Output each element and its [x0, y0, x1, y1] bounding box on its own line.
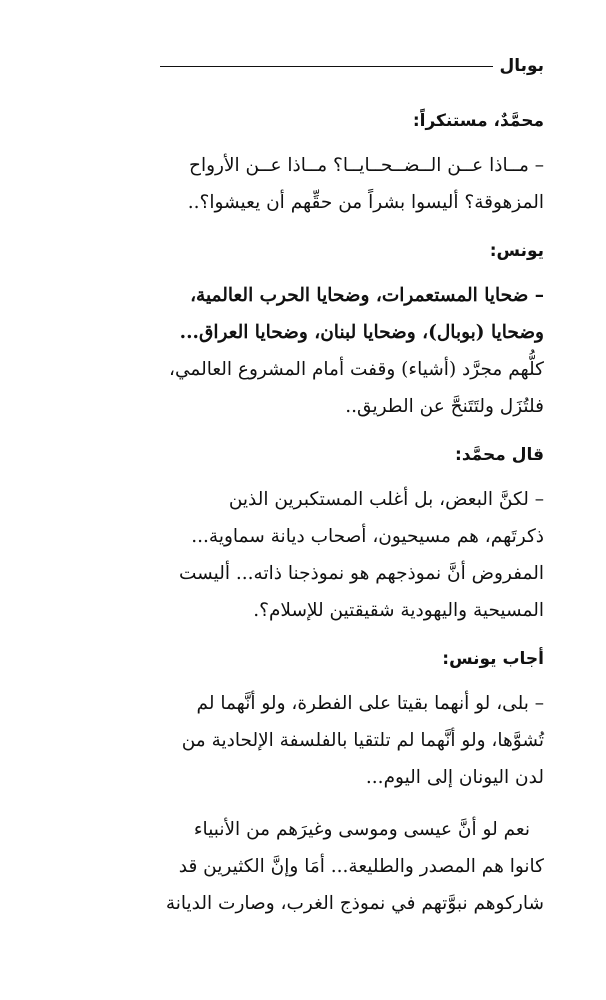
speaker-label: أجاب يونس:	[442, 649, 544, 669]
text-line: – لكنَّ البعض، بل أغلب المستكبرين الذين	[228, 489, 544, 510]
text-line: كانوا هم المصدر والطليعة... أمَا وإنَّ الكثيرين قد	[178, 856, 544, 877]
page-body	[62, 106, 544, 922]
text-line: لدن اليونان إلى اليوم...	[365, 767, 544, 788]
text-line: – ضحايا المستعمرات، وضحايا الحرب العالمية،	[190, 285, 544, 306]
text-line: شاركوهم نبوَّتهم في نموذج الغرب، وصارت الديانة	[165, 893, 544, 914]
dialogue-paragraph	[62, 277, 544, 425]
header-rule	[160, 66, 493, 67]
running-header-title: بوبال	[499, 56, 544, 76]
dialogue-paragraph	[62, 685, 544, 796]
speaker-label: يونس:	[489, 241, 544, 261]
text-line: المسيحية واليهودية شقيقتين للإسلام؟.	[253, 600, 544, 621]
text-line: المزهوقة؟ أليسوا بشراً من حقِّهم أن يعيشوا؟..	[187, 192, 544, 213]
text-line: فلتُزَل ولتَتَنحَّ عن الطريق..	[345, 396, 544, 417]
text-line: وضحايا (بوبال)، وضحايا لبنان، وضحايا العراق...	[179, 322, 544, 343]
text-line: كلُّهم مجرَّد (أشياء) وقفت أمام المشروع العالمي،	[168, 359, 544, 380]
text-line: نعم لو أنَّ عيسى وموسى وغيرَهم من الأنبياء	[193, 819, 530, 840]
text-line: ذكرتَهم، هم مسيحيون، أصحاب ديانة سماوية...	[191, 526, 544, 547]
narrative-paragraph	[62, 811, 544, 922]
dialogue-paragraph	[62, 147, 544, 221]
text-line: تُشوَّها، ولو أنَّهما لم تلتقيا بالفلسفة الإلحادية من	[181, 730, 544, 751]
text-line: المفروض أنَّ نموذجهم هو نموذجنا ذاته... أليست	[179, 563, 544, 584]
text-line: – مــاذا عــن الــضــحــايــا؟ مــاذا عــن الأرواح	[189, 155, 544, 176]
dialogue-paragraph	[62, 481, 544, 629]
speaker-label: قال محمَّد:	[455, 445, 544, 465]
text-line: – بلى، لو أنهما بقيتا على الفطرة، ولو أنَّهما لم	[196, 693, 544, 714]
speaker-label: محمَّدٌ، مستنكراً:	[412, 111, 544, 131]
running-header	[160, 52, 544, 80]
